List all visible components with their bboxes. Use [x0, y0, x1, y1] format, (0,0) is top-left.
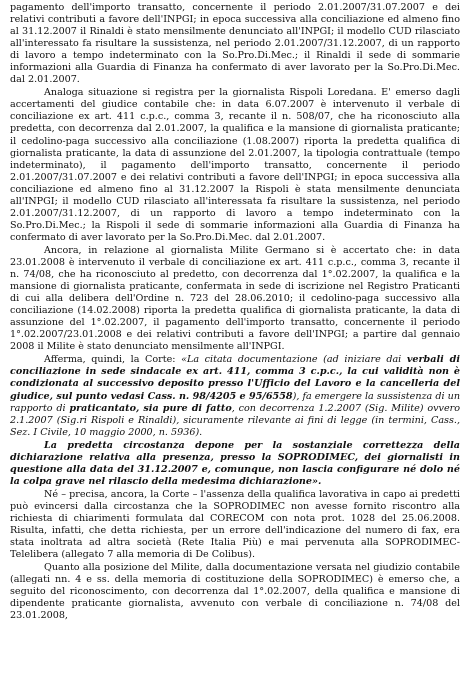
quote-part-b: ), fa emergere la sussistenza di un rapporto di: [10, 390, 460, 414]
paragraph-rinaldi-end: pagamento dell'importo transatto, concernente il periodo 2.01.2007/31.07.2007 e dei relativi contributi a favore dell'INPGI; in epoca successiva alla conciliazione ed almeno fino al 31.12.2007 il Rinaldi è stato mensilmente denunciato all'INPGI; il modello CUD rilasciato all'interessato fa risultare la sussistenza, nel periodo 2.01.2007/31.12.2007, di un rapporto di lavoro a tempo indeterminato con la So.Pro.Di.Mec.; il Rinaldi il sede di sommarie informazioni alla Guardia di Finanza ha confermato di aver lavorato per la So.Pro.Di.Mec. dal 2.01.2007.: [10, 2, 460, 86]
paragraph-predetta-circostanza: La predetta circostanza depone per la sostanziale correttezza della dichiarazione relativa alla presenza, presso la SOPRODIMEC, dei giornalisti in questione alla data del 31.12.2007 e, comunque, non lascia configurare né dolo né la colpa grave nel rilascio della medesima dichiarazione».: [10, 439, 460, 487]
paragraph-milite: Ancora, in relazione al giornalista Milite Germano si è accertato che: in data 23.01.2008 è intervenuto il verbale di conciliazione ex art. 411 c.p.c., comma 3, recante il n. 74/08, che ha riconosciuto al predetto, con decorrenza dal 1°.02.2007, la qualifica e la mansione di giornalista praticante, confermata in sede di iscrizione nel Registro Praticanti di cui alla delibera dell'Ordine n. 723 del 28.06.2010; il cedolino-paga successivo alla conciliazione (14.02.2008) riporta la predetta qualifica di giornalista praticante, la data di assunzione del 1°.02.2007, il pagamento dell'importo transatto, concernente il periodo 1°.02.2007/23.01.2008 e dei relativi contributi a favore dell'INPGI; a partire dal gennaio 2008 il Milite è stato denunciato mensilmente all'INPGI.: [10, 244, 460, 353]
paragraph-posizione-milite: Quanto alla posizione del Milite, dalla documentazione versata nel giudizio contabile (allegati nn. 4 e ss. della memoria di costituzione della SOPRODIMEC) è emerso che, a seguito del riconoscimento, con decorrenza dal 1°.02.2007, della qualifica e mansione di dipendente praticante giornalista, avvenuto con verbale di conciliazione n. 74/08 del 23.01.2008,: [10, 562, 460, 622]
paragraph-precisa-corte: Né – precisa, ancora, la Corte – l'assenza della qualifica lavorativa in capo ai predetti può evincersi dalla circostanza che la SOPRODIMEC non avesse fornito riscontro alla richiesta di chiarimenti formulata dal CORECOM con nota prot. 1028 del 25.06.2008. Risulta, infatti, che detta richiesta, per un errore dell'indicazione del numero di fax, era stata inoltrata ad altra società (Rete Italia Più) e mai pervenuta alla SOPRODIMEC- Telelibera (allegato 7 alla memoria di De Colibus).: [10, 488, 460, 561]
quote-bold-part-a: verbali di conciliazione in sede sindacale ex art. 411, comma 3 c.p.c., la cui validità non è condizionata al successivo deposito presso l'Ufficio del Lavoro e la cancelleria del giudice, sul punto vedasi Cass. n. 98/4205 e 95/6558: [10, 354, 460, 402]
quote-bold-part-b: praticantato, sia pure di fatto: [69, 402, 232, 414]
paragraph-rispoli: Analoga situazione si registra per la giornalista Rispoli Loredana. E' emerso dagli accertamenti del giudice contabile che: in data 6.07.2007 è intervenuto il verbale di conciliazione ex art. 411 c.p.c., comma 3, recante il n. 508/07, che ha riconosciuto alla predetta, con decorrenza dal 2.01.2007, la qualifica e la mansione di giornalista praticante; il cedolino-paga successivo alla conciliazione (1.08.2007) riporta la predetta qualifica di giornalista praticante, la data di assunzione del 2.01.2007, la tipologia contrattuale (tempo indeterminato), il pagamento dell'importo transatto, concernente il periodo 2.01.2007/31.07.2007 e dei relativi contributi a favore dell'INPGI; in epoca successiva alla conciliazione ed almeno fino al 31.12.2007 la Rispoli è stata mensilmente denunciata all'INPGI; il modello CUD rilasciato all'interessata fa risultare la sussistenza, nel periodo 2.01.2007/31.12.2007, di un rapporto di lavoro a tempo indeterminato con la So.Pro.Di.Mec.; la Rispoli il sede di sommarie informazioni alla Guardia di Finanza ha confermato di aver lavorato per la So.Pro.Di.Mec. dal 2.01.2007.: [10, 87, 460, 243]
paragraph-corte-afferma: [10, 354, 460, 438]
quote-part-a: «La citata documentazione (ad iniziare dai: [181, 354, 407, 366]
affermo-lead: Afferma, quindi, la Corte:: [44, 354, 182, 366]
quote-part-c: , con decorrenza 1.2.2007 (Sig. Milite) ovvero 2.1.2007 (Sig.ri Rispoli e Rinaldi), sicuramente rilevante ai fini di legge (in termini, Cass., Sez. I Civile, 10 maggio 2000, n. 5936).: [10, 402, 461, 438]
